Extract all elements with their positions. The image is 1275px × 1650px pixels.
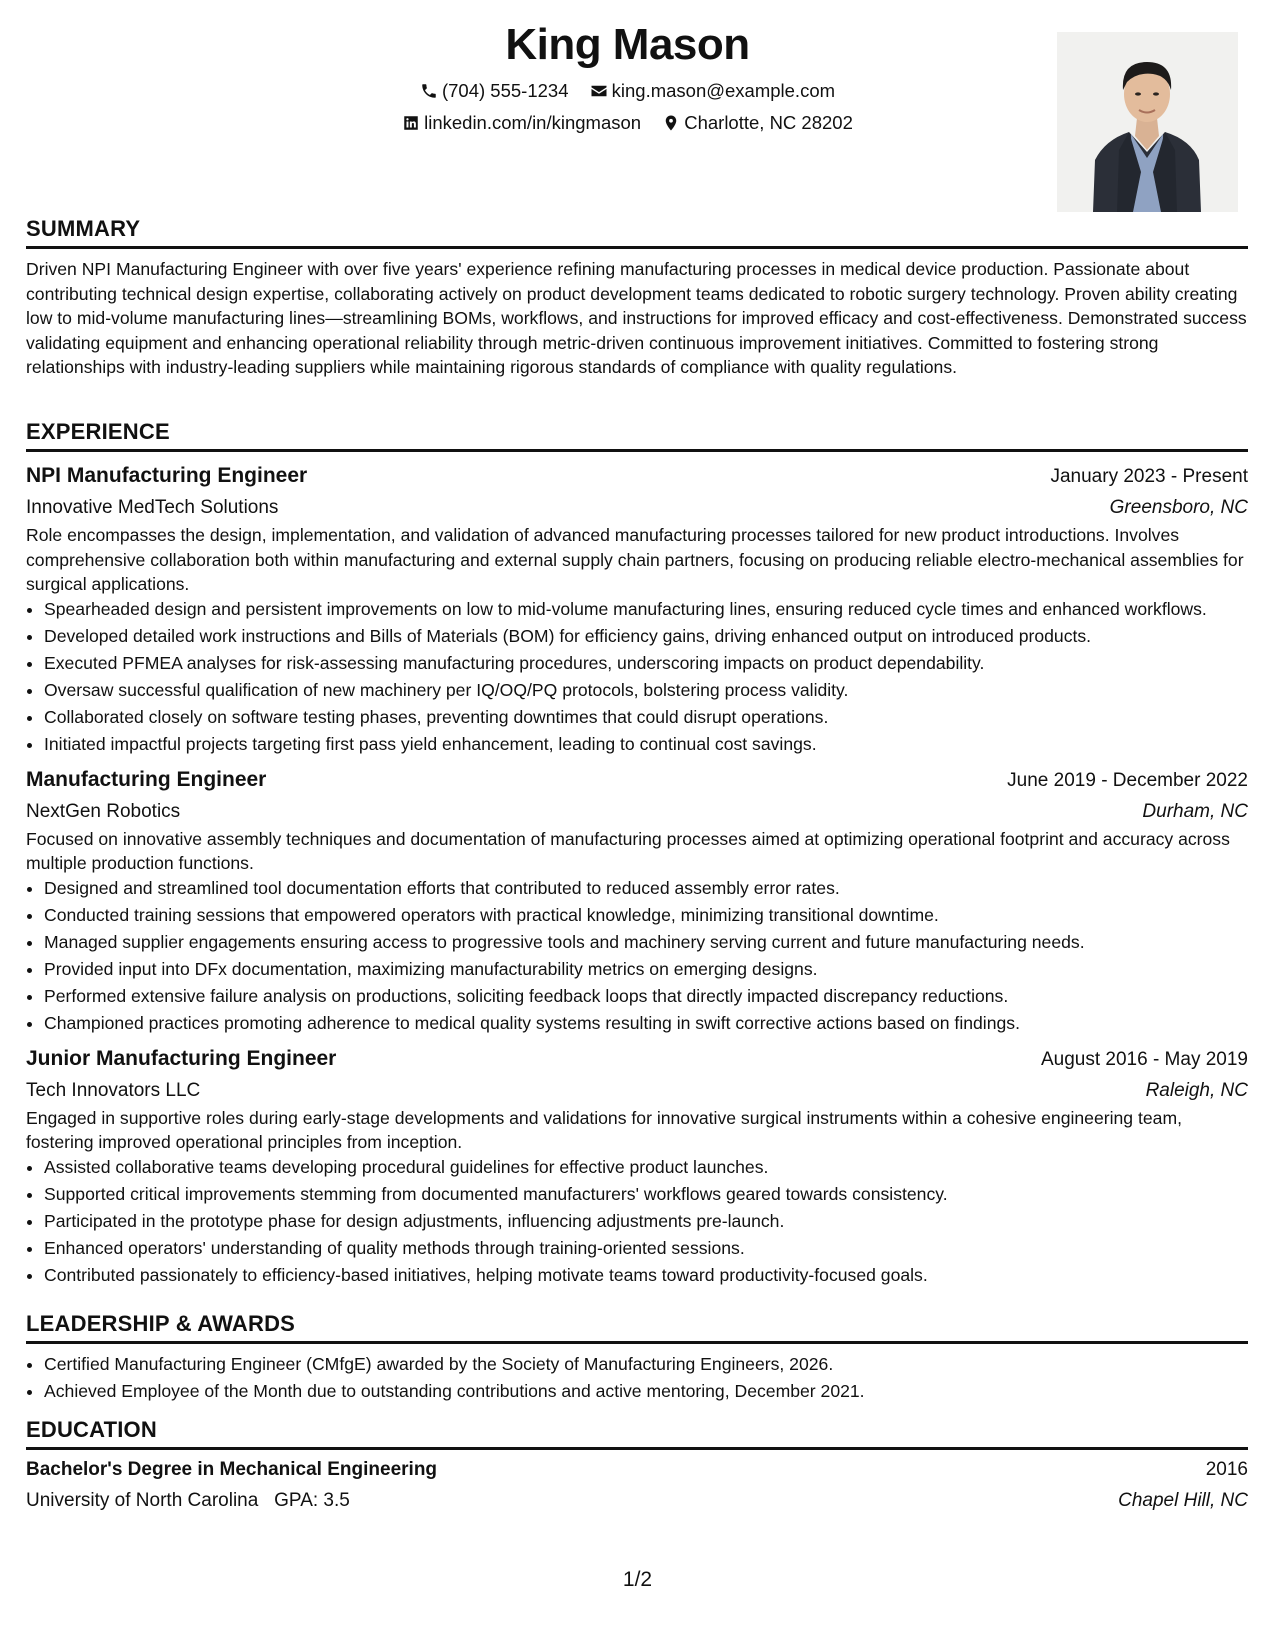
school-location: Chapel Hill, NC xyxy=(1118,1490,1248,1511)
phone-icon xyxy=(420,82,438,100)
job-title: NPI Manufacturing Engineer xyxy=(26,464,308,487)
school-name: University of North Carolina xyxy=(26,1490,259,1511)
contact-location xyxy=(662,112,853,134)
job-entry xyxy=(26,764,1248,1035)
list-item: • Participated in the prototype phase for design adjustments, influencing adjustments pre-launch. xyxy=(44,1209,1248,1233)
job-dates: January 2023 - Present xyxy=(1050,466,1248,487)
education-heading: EDUCATION xyxy=(26,1417,1248,1450)
job-dates: August 2016 - May 2019 xyxy=(1040,1048,1248,1070)
location-text: Charlotte, NC 28202 xyxy=(684,112,853,133)
list-item: • Contributed passionately to efficiency-based initiatives, helping motivate teams toward productivity-focused goals. xyxy=(44,1263,1248,1287)
job-location: Raleigh, NC xyxy=(1145,1079,1248,1101)
list-item: • Assisted collaborative teams developing procedural guidelines for effective product launches. xyxy=(44,1155,1248,1179)
list-item: • Conducted training sessions that empowered operators with practical knowledge, minimizing transitional downtime. xyxy=(44,903,1248,927)
list-item: • Initiated impactful projects targeting first pass yield enhancement, leading to continual cost savings. xyxy=(44,732,1248,756)
list-item: • Performed extensive failure analysis on productions, soliciting feedback loops that directly impacted discrepancy reductions. xyxy=(44,984,1248,1008)
list-item: • Provided input into DFx documentation, maximizing manufacturability metrics on emerging designs. xyxy=(44,957,1248,981)
list-item: • Supported critical improvements stemming from documented manufacturers' workflows geared towards consistency. xyxy=(44,1182,1248,1206)
leadership-heading: LEADERSHIP & AWARDS xyxy=(26,1311,1248,1344)
candidate-name: King Mason xyxy=(505,20,750,69)
email-text: king.mason@example.com xyxy=(611,80,836,101)
contact-email[interactable] xyxy=(590,80,835,102)
list-item: • Spearheaded design and persistent improvements on low to mid-volume manufacturing lines, ensuring reduced cycle times and enhanced workflows. xyxy=(44,597,1248,621)
summary-section xyxy=(26,216,1248,380)
experience-section xyxy=(26,419,1248,1290)
job-bullets xyxy=(26,876,1248,1035)
contact-phone xyxy=(420,80,569,102)
school-line xyxy=(26,1486,350,1516)
job-location: Durham, NC xyxy=(1142,800,1248,822)
summary-text: Driven NPI Manufacturing Engineer with over five years' experience refining manufacturing processes in medical device production. Passionate about contributing technical design expertise, collaborating actively on product development teams dedicated to robotic surgery technology. Proven ability creating low to mid-volume manufacturing lines—streamlining BOMs, workflows, and instructions for improved efficacy and cost-effectiveness. Demonstrated success validating equipment and enhancing operational reliability through metric-driven continuous improvement initiatives. Committed to fostering strong relationships with industry-leading suppliers while maintaining rigorous standards of compliance with quality regulations. xyxy=(26,259,1247,377)
job-description: Engaged in supportive roles during early-stage developments and validations for innovative surgical instruments within a cohesive engineering team, fostering improved operational principles from inception. xyxy=(26,1107,1182,1152)
list-item: • Collaborated closely on software testing phases, preventing downtimes that could disrupt operations. xyxy=(44,705,1248,729)
list-item: • Championed practices promoting adherence to medical quality systems resulting in swift corrective actions based on findings. xyxy=(44,1011,1248,1035)
linkedin-text: linkedin.com/in/kingmason xyxy=(424,112,642,133)
contact-linkedin[interactable] xyxy=(402,112,641,134)
list-item: • Enhanced operators' understanding of quality methods through training-oriented sessions. xyxy=(44,1236,1248,1260)
list-item: • Certified Manufacturing Engineer (CMfgE) awarded by the Society of Manufacturing Engineers, 2026. xyxy=(44,1352,1248,1376)
list-item: • Oversaw successful qualification of new machinery per IQ/OQ/PQ protocols, bolstering process validity. xyxy=(44,678,1248,702)
job-location: Greensboro, NC xyxy=(1109,497,1248,518)
job-company: Tech Innovators LLC xyxy=(26,1079,201,1101)
job-company: Innovative MedTech Solutions xyxy=(26,497,279,518)
job-bullets xyxy=(26,1155,1248,1287)
envelope-icon xyxy=(590,82,608,100)
list-item: • Developed detailed work instructions and Bills of Materials (BOM) for efficiency gains, driving enhanced output on introduced products. xyxy=(44,624,1248,648)
map-marker-icon xyxy=(662,114,680,132)
page-number: 1/2 xyxy=(622,1568,653,1591)
job-description: Focused on innovative assembly techniques and documentation of manufacturing processes aimed at optimizing operational footprint and accuracy across multiple production functions. xyxy=(26,828,1230,873)
job-dates: June 2019 - December 2022 xyxy=(1007,769,1248,791)
list-item: • Designed and streamlined tool documentation efforts that contributed to reduced assembly error rates. xyxy=(44,876,1248,900)
leadership-bullets xyxy=(26,1352,1248,1403)
phone-text: (704) 555-1234 xyxy=(441,80,569,101)
list-item: • Managed supplier engagements ensuring access to progressive tools and machinery serving current and future manufacturing needs. xyxy=(44,930,1248,954)
leadership-section xyxy=(26,1311,1248,1406)
job-entry xyxy=(26,1043,1248,1287)
job-description: Role encompasses the design, implementation, and validation of advanced manufacturing processes tailored for new product introductions. Involves comprehensive collaboration both within manufacturing and external supply chain partners, focusing on producing reliable electro-mechanical assemblies for surgical applications. xyxy=(26,525,1244,594)
linkedin-icon xyxy=(402,114,420,132)
profile-photo xyxy=(1057,32,1238,212)
experience-heading: EXPERIENCE xyxy=(26,419,1248,452)
job-title: Manufacturing Engineer xyxy=(26,767,267,791)
education-section xyxy=(26,1417,1248,1516)
portrait-illustration xyxy=(1057,32,1238,212)
job-company: NextGen Robotics xyxy=(26,800,181,822)
job-entry xyxy=(26,460,1248,756)
graduation-year: 2016 xyxy=(1205,1459,1248,1480)
list-item: • Achieved Employee of the Month due to outstanding contributions and active mentoring, December 2021. xyxy=(44,1379,1248,1403)
job-bullets xyxy=(26,597,1248,756)
degree-title: Bachelor's Degree in Mechanical Engineering xyxy=(26,1459,438,1480)
gpa: GPA: 3.5 xyxy=(274,1490,350,1511)
summary-heading: SUMMARY xyxy=(26,216,1248,249)
job-title: Junior Manufacturing Engineer xyxy=(26,1046,337,1070)
list-item: • Executed PFMEA analyses for risk-assessing manufacturing procedures, underscoring impacts on product dependability. xyxy=(44,651,1248,675)
